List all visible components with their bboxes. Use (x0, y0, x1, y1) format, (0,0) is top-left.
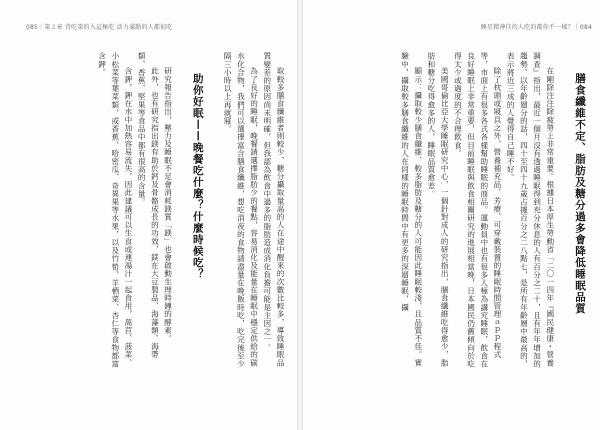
right-page-text (310, 52, 590, 374)
left-paragraph-1: 取較多膳食纖維者則較少，糖分攝取量高的人在途中醒來的次數比較多，導致睡眠品質變差的原因尚未明確，但我認為飲食中過多的脂肪造成消化負擔可能是主因之一。 (262, 52, 285, 367)
right-section-heading: 膳食纖維不定、脂肪及糖分過多會降低睡眠品質 (574, 73, 586, 315)
left-paragraph-4: 此外，也有研究指出鎂有助於鈣及骨骼成長的功效，鎂在大豆製品、海藻類、海帶類、香蕉、堅果等食品中都有很高的含量。 (137, 52, 160, 359)
left-page (0, 0, 297, 430)
right-paragraph-4: 顯示：攝取較少膳食纖維、較多脂肪及糖分的人可能因此睡眠較淺，且品質不佳。實驗中，攝取較多膳食纖維的人在同樣的睡眠時間中有更多的深層睡眠，攝 (400, 52, 423, 367)
left-paragraph-3: 研究報告指出，壓力及睡眠不足會消耗鎂質「鎂」也會啟動生理時鐘的酵素。 (163, 67, 173, 343)
left-section-heading: 助你好眠——晚餐吃什麼？什麼時候吃？ (191, 73, 204, 280)
right-paragraph-2: 除了枕頭或寢具之外，營養補充品、芳療、可穿戴裝置的睡眠時間管理ａｐｐ程式等，市面上有很多各式各樣幫助睡眠的商品。運動員中也有很多人極為講究睡眠，飲食在良好睡眠上非常重要，但目前睡眠與飲食相關研究的進展相當晚，日本國民仍舊傾向於吃得太少或過度的不合理飲食。 (453, 52, 502, 368)
left-paragraph-2: 為了良好的睡眠，晚餐請選擇脂肪少的餐點，容易消化及能量在睡眠中穩定供給的碳水化合物，我們可以選擇富含膳食纖維，想吃消夜的食物請盡量在晚飯時吃，吃完後至少隔三小時以上再就寢。 (223, 52, 259, 368)
running-header-right: 睡星精神佳的人吃的都你不一樣？｜084 (480, 24, 592, 31)
right-paragraph-1: 在剛除注注除疲勞上非常重要。根據日本厚生勞動省「二〇一四年『國民健康・營養調查』指出，最近一個月沒有透過睡眠得到充分休息的人有百分之二十，且有年年增加的趨勢。以年齡層分的話，四十至四十九歲占據百分之二八點七，是所有年齡層中最高的，表示將近三成的人覺得自己睡不好。 (506, 52, 555, 368)
running-header-left: 085｜第２章 背吃第的入這極吃 活力滿點的人都很吃 (26, 24, 173, 31)
right-paragraph-3: 美國哥倫比亞大學睡眠研究中心，一個針對成人的研究指出，膳食纖維吃得愈少，脂肪和糖分吃得愈多的人，睡眠品質愈差。 (426, 52, 450, 367)
left-paragraph-5: 含鉀，鉀在水中加熱容易流失，因此建議可以生食或連湯汁一起食用，萵苣、菠菜、小松菜等葉菜類，或香蕉、哈密瓜、奇異果等水果，以及竹筍、羊栖菜、杏仁等食物都富含鉀。 (97, 52, 133, 368)
left-page-text (7, 52, 287, 374)
right-page (303, 0, 600, 430)
